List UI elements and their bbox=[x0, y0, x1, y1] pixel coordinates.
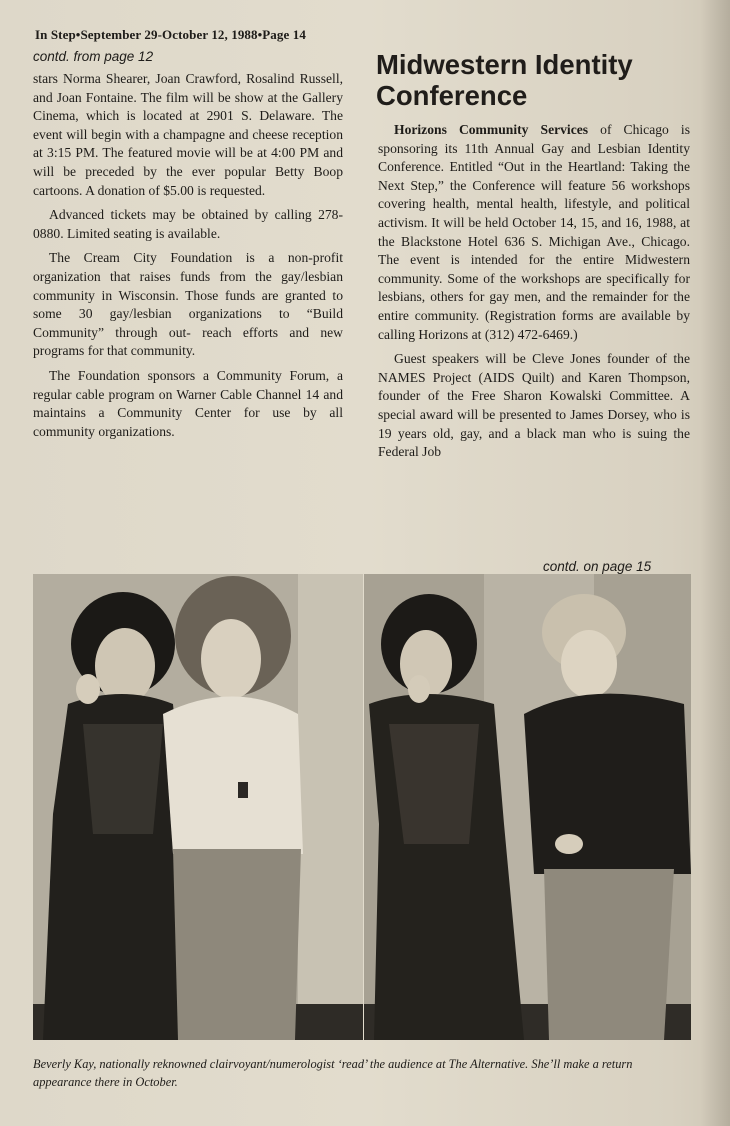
photo-left bbox=[33, 574, 363, 1040]
page-edge-shadow bbox=[700, 0, 730, 1126]
article-body bbox=[378, 121, 690, 468]
left-paragraph-3: The Cream City Foundation is a non-profit organization that raises funds from the gay/lesbian community in Wisconsin. Those funds are granted to some 30 gay/lesbian organizations to “Build Community” through out- reach efforts and new programs for that community. bbox=[33, 250, 343, 359]
article-paragraph-1 bbox=[378, 121, 690, 344]
article-paragraph-1-text: of Chicago is sponsoring its 11th Annual Gay and Lesbian Identity Conference. Entitled “Out in the Heartland: Taking the Next Step,” the Conference will feature 56 workshops covering health, mental health, lifestyle, and political activism. It will be held October 14, 15, and 16, 1988, at the Blackstone Hotel 636 S. Michigan Ave., Chicago. The event is intended for the entire Midwestern community. Some of the workshops are specifically for lesbians, others for gay men, and the remainder for the entire community. (Registration forms are available by calling Horizons at (312) 472-6469.) bbox=[378, 122, 690, 342]
article-paragraph-2: Guest speakers will be Cleve Jones founder of the NAMES Project (AIDS Quilt) and Karen Thompson, founder of the Free Sharon Kowalski Committee. A special award will be presented to James Dorsey, who is 19 years old, gay, and a black man who is suing the Federal Job bbox=[378, 351, 690, 460]
left-paragraph-4: The Foundation sponsors a Community Forum, a regular cable program on Warner Cable Channel 14 and maintains a Community Center for use by all community organizations. bbox=[33, 367, 343, 439]
page-header: In Step•September 29-October 12, 1988•Page 14 bbox=[35, 27, 306, 42]
photo-left-image bbox=[33, 574, 363, 1040]
continued-on-label: contd. on page 15 bbox=[543, 559, 652, 574]
lead-organization: Horizons Community Services bbox=[394, 122, 589, 137]
continued-from-label: contd. from page 12 bbox=[33, 49, 154, 64]
photo-right bbox=[364, 574, 691, 1040]
article-headline: Midwestern Identity Conference bbox=[376, 49, 633, 111]
left-paragraph-1: stars Norma Shearer, Joan Crawford, Rosalind Russell, and Joan Fontaine. The film will be show at the Gallery Cinema, which is located at 2901 S. Delaware. The event will begin with a champagne and cheese reception at 3:15 PM. The featured movie will be at 4:00 PM and will be preceded by the ever popular Betty Boop cartoons. A donation of $5.00 is requested. bbox=[33, 71, 343, 198]
photo-right-image bbox=[364, 574, 691, 1040]
left-column bbox=[33, 70, 343, 447]
left-paragraph-2: Advanced tickets may be obtained by calling 278-0880. Limited seating is available. bbox=[33, 207, 343, 241]
photo-caption: Beverly Kay, nationally reknowned clairvoyant/numerologist ‘read’ the audience at The Alternative. She’ll make a return appearance there in October. bbox=[33, 1057, 633, 1089]
